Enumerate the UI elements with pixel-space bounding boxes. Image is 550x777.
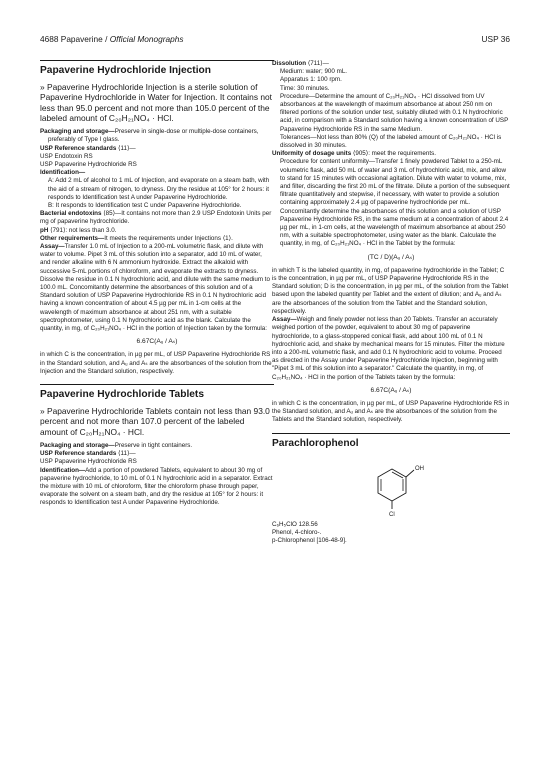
monograph-title-injection: Papaverine Hydrochloride Injection [40,65,211,76]
assay-tablets: Assay—Weigh and finely powder not less than 20 Tablets. Transfer an accurately weighed portion of the powder, equivalent to about 30 mg of papaverine hydrochloride, to a glass-stoppered conical flask, add about 100 mL of 0.1 N hydrochloric acid, and shake by mechanical means for 15 minutes. Filter the mixture into a 200-mL volumetric flask, and add 0.1 N hydrochloric acid to volume. Proceed as directed in the Assay under Papaverine Hydrochloride Injection, beginning with "Pipet 3 mL of this solution into a separator." Calculate the quantity, in mg, of C₂₀H₂₁NO₄ · HCl in the portion of the Tablets taken by the formula: [272,316,505,381]
molecular-formula: C₆H₅ClO 128.56 [272,520,318,528]
right-column [272,60,510,545]
assay-formula: 6.67C(Aᵤ / Aₛ) [136,338,178,346]
monograph-title-parachlorophenol: Parachlorophenol [272,437,359,449]
uniformity-of-dosage-units: Uniformity of dosage units ⟨905⟩: meet the requirements. [272,150,436,158]
title-rule [40,60,274,61]
packaging-storage: Packaging and storage—Preserve in single-dose or multiple-dose containers, preferably of Type I glass. [40,128,259,144]
packaging-storage: Packaging and storage—Preserve in tight containers. [40,441,193,449]
identification-a: A: Add 2 mL of alcohol to 1 mL of Injection, and evaporate on a steam bath, with the aid of a stream of nitrogen, to dryness. Dry the residue at 105° for 2 hours: it responds to Identification test A under Papaverine Hydrochloride. [48,177,270,201]
usp-ref-item: USP Papaverine Hydrochloride RS [40,161,137,168]
dissolution-apparatus: Apparatus 1: 100 rpm. [280,76,342,84]
assay-where: in which C is the concentration, in µg per mL, of USP Papaverine Hydrochloride RS in the Standard solution, and Aᵤ and Aₛ are the absorbances of the solution from the Injection and the Standard solution, respectively. [40,351,272,375]
chemical-structure-drawing [352,455,432,517]
left-column [40,60,274,508]
chemical-name: Phenol, 4-chloro-. [272,528,322,536]
running-subtitle: Official Monographs [109,34,184,44]
other-requirements: Other requirements—It meets the requirements under Injections ⟨1⟩. [40,234,233,242]
assay-tablets-where: in which C is the concentration, in µg per mL, of USP Papaverine Hydrochloride RS in the Standard solution, and Aᵤ and Aₛ are the absorbances of the solution from the Tablets and the Standard solution, respectively. [272,399,509,424]
bacterial-endotoxins: Bacterial endotoxins ⟨85⟩—It contains not more than 2.9 USP Endotoxin Units per mg of papaverine hydrochloride. [40,210,272,226]
chlorine-label: Cl [389,511,395,517]
compound-info [272,521,510,546]
content-uniformity-formula: (TC / D)(Aᵤ / Aₛ) [367,253,415,261]
identification-b: B: It responds to Identification test C under Papaverine Hydrochloride. [48,202,242,210]
volume-label: USP 36 [481,34,510,44]
usp-reference-standards: USP Reference standards ⟨11⟩— [40,144,136,152]
dissolution-time: Time: 30 minutes. [280,84,330,92]
identification-heading: Identification— [40,169,86,177]
content-uniformity-where: in which T is the labeled quantity, in mg, of papaverine hydrochloride in the Tablet; C is the concentration, in µg per mL, of USP Papaverine Hydrochloride RS in the Standard solution; D is the concentration, in µg per mL, of the solution from the Tablet based upon the labeled quantity per Tablet and the extent of dilution; and Aᵤ and Aₛ are the absorbances of the solution from the Tablet and the Standard solution, respectively. [272,266,509,315]
monograph-title-tablets: Papaverine Hydrochloride Tablets [40,389,204,401]
usp-ref-item: USP Papaverine Hydrochloride RS [40,458,137,466]
title-rule [272,433,510,434]
usp-ref-item: USP Endotoxin RS [40,152,93,160]
page-number: 4688 [40,34,59,44]
ph-test: pH ⟨791⟩: not less than 3.0. [40,226,117,234]
title-rule [40,384,274,385]
dissolution-heading: Dissolution ⟨711⟩— [272,60,329,67]
assay-injection: Assay—Transfer 1.0 mL of Injection to a 200-mL volumetric flask, and dilute with water to volume. Pipet 3 mL of this solution into a separator, add 10 mL of water, and render alkaline with 6 N ammonium hydroxide. Extract the alkaloid with successive 5-mL portions of chloroform, and evaporate the extracts to dryness. Dissolve the residue in 0.1 N hydrochloric acid, and dilute with the same medium to 100.0 mL. Concomitantly determine the absorbances of this solution and of a Standard solution of USP Papaverine Hydrochloride RS in 0.1 N hydrochloric acid having a known concentration of about 4.5 µg per mL in 1-cm cells at the wavelength of maximum absorbance at about 251 nm, with a suitable spectrophotometer, using 0.1 N hydrochloric acid as the blank. Calculate the quantity, in mg, of C₂₀H₂₁NO₄ · HCl in the portion of Injection taken by the formula: [40,243,270,333]
monograph-definition: » Papaverine Hydrochloride Injection is a sterile solution of Papaverine Hydrochloride in Water for Injection. It contains not less than 95.0 percent and not more than 105.0 percent of the labeled amount of C₂₀H₂₁NO₄ · HCl. [40,82,272,123]
monograph-definition: » Papaverine Hydrochloride Tablets contain not less than 93.0 percent and not more than 107.0 percent of the labeled amount of C₂₀H₂₁NO₄ · HCl. [40,406,270,437]
chemical-name-cas: p-Chlorophenol [106-48-9]. [272,536,347,544]
content-uniformity-procedure: Procedure for content uniformity—Transfer 1 finely powdered Tablet to a 250-mL volumetric flask, add 50 mL of water and 3 mL of hydrochloric acid, mix, and allow to stand for 15 minutes with occasional agitation. Dilute with water to volume, mix, and filter, discarding the first 20 mL of the filtrate. Dilute a portion of the subsequent filtrate quantitatively and stepwise, if necessary, with water to provide a solution containing approximately 2.4 µg of papaverine hydrochloride per mL. Concomitantly determine the absorbances of this solution and a solution of USP Papaverine Hydrochloride RS, in the same medium at a concentration of about 2.4 µg per mL, in 1-cm cells, at the wavelength of maximum absorbance at about 250 nm, with a suitable spectrophotometer, using water as the blank. Calculate the quantity, in mg, of C₂₀H₂₁NO₄ · HCl in the Tablet by the formula: [280,158,510,248]
usp-reference-standards: USP Reference standards ⟨11⟩— [40,450,136,458]
running-title: Papaverine [60,34,103,44]
dissolution-tolerances: Tolerances—Not less than 80% (Q) of the labeled amount of C₂₀H₂₁NO₄ · HCl is dissolved in 30 minutes. [280,133,502,150]
dissolution-procedure: Procedure—Determine the amount of C₂₀H₂₁NO₄ · HCl dissolved from UV absorbances at the wavelength of maximum absorbance at about 250 nm on filtered portions of the solution under test, suitably diluted with 0.1 N hydrochloric acid, in comparison with a Standard solution having a known concentration of USP Papaverine Hydrochloride RS in the same Medium. [280,92,509,133]
dissolution-medium: Medium: water; 900 mL. [280,68,348,76]
assay-tablets-formula: 6.67C(Aᵤ / Aₛ) [370,386,412,394]
header-left: 4688 Papaverine / Official Monographs [40,34,184,44]
identification-tablets: Identification—Add a portion of powdered Tablets, equivalent to about 30 mg of papaverine hydrochloride, to 10 mL of 0.1 N hydrochloric acid in a separator. Extract the mixture with 10 mL of chloroform, filter the chloroform phase through paper, evaporate the solvent on a steam bath, and dry the residue at 105° for 2 hours: it responds to Identification test A under Papaverine Hydrochloride. [40,466,273,507]
hydroxyl-label: OH [415,465,424,472]
running-header [40,34,510,46]
chemical-structure [272,455,510,517]
